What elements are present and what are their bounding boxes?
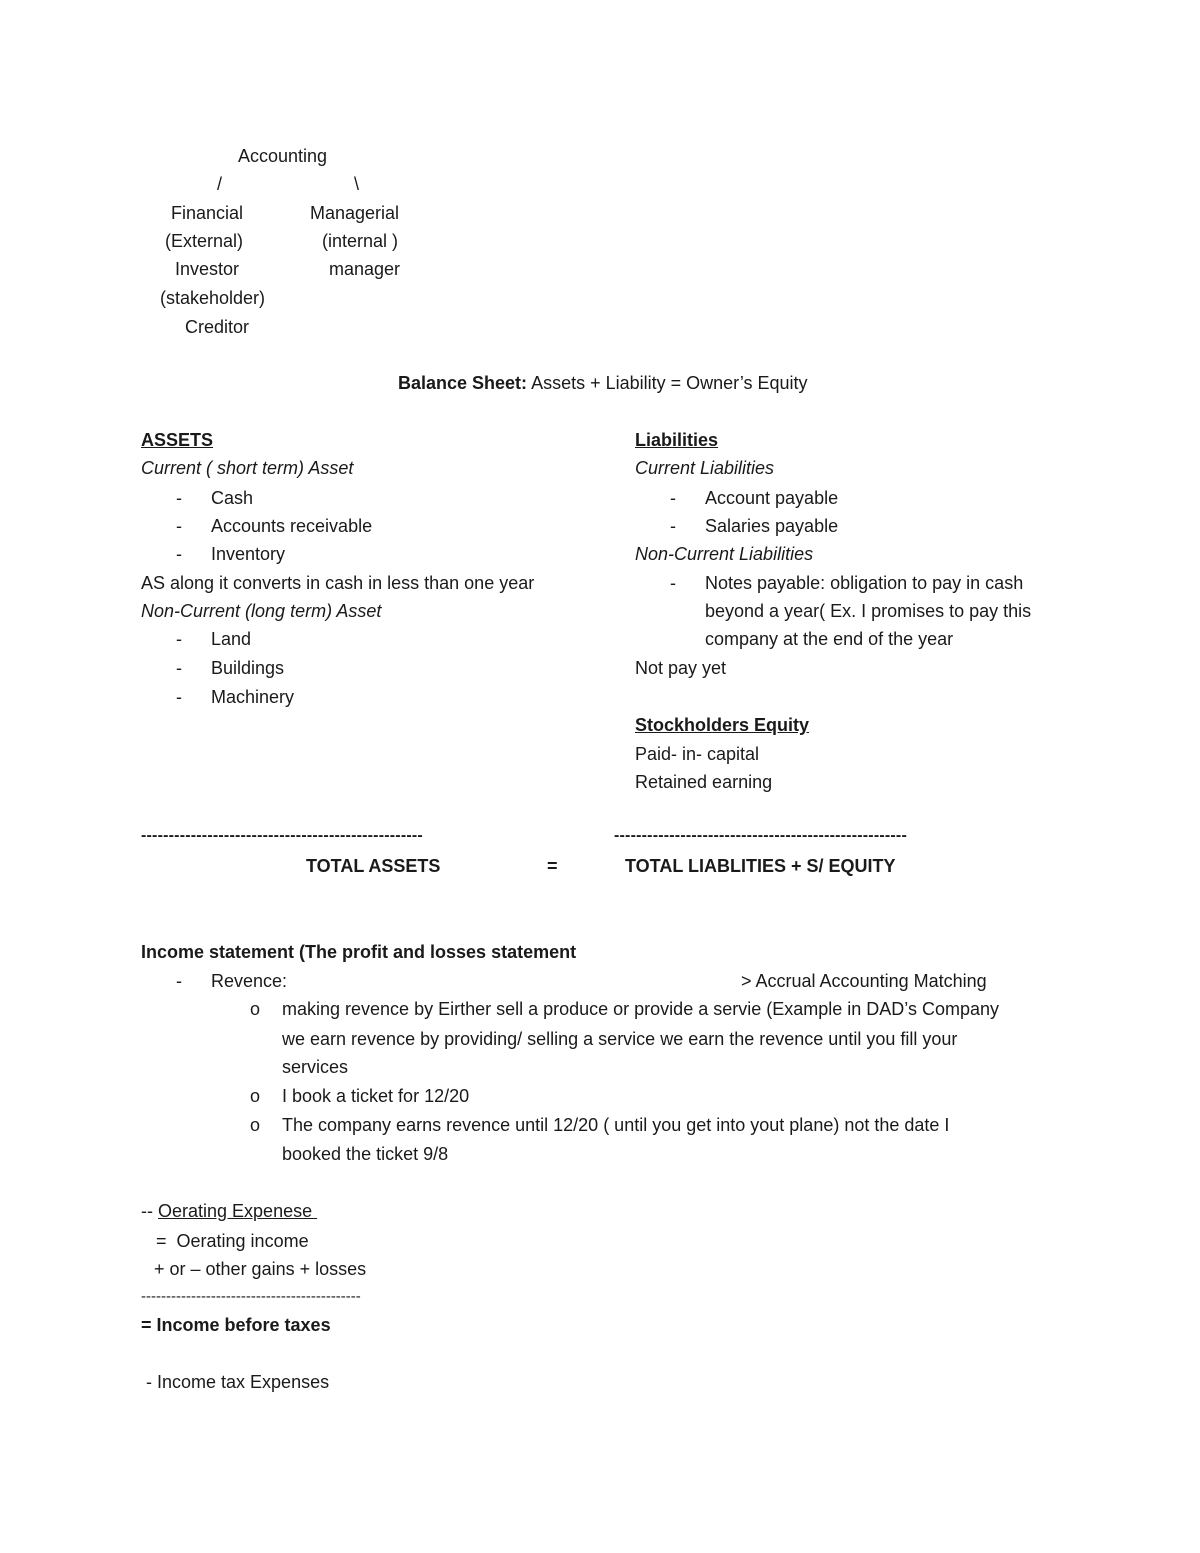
assets-noncurrent-label: Non-Current (long term) Asset bbox=[141, 601, 382, 621]
bullet-dash: - bbox=[670, 573, 676, 593]
revenue-sub-1-line-1: making revence by Eirther sell a produce or provide a servie (Example in DAD’s Company bbox=[282, 999, 999, 1019]
revenue-sub-1-line-2: we earn revence by providing/ selling a service we earn the revence until you fill your bbox=[282, 1029, 958, 1049]
liabilities-current-label: Current Liabilities bbox=[635, 458, 775, 478]
bullet-dash: - bbox=[176, 658, 182, 678]
balance-sheet-line bbox=[398, 372, 808, 394]
tree-slash-left: / bbox=[217, 174, 223, 194]
notes-payable-line-1: Notes payable: obligation to pay in cash bbox=[705, 573, 1024, 593]
bullet-dash: - bbox=[176, 544, 182, 564]
bullet-circle: o bbox=[249, 1115, 260, 1135]
bullet-dash: - bbox=[176, 488, 182, 508]
operating-income: = Oerating income bbox=[156, 1231, 309, 1251]
equity-item-paid-in: Paid- in- capital bbox=[635, 744, 760, 764]
tree-left-2: (External) bbox=[165, 231, 244, 251]
other-gains-losses: + or – other gains + losses bbox=[154, 1259, 367, 1279]
assets-current-label: Current ( short term) Asset bbox=[141, 458, 354, 478]
asset-item-receivable: Accounts receivable bbox=[211, 516, 373, 536]
asset-item-cash: Cash bbox=[211, 488, 254, 508]
operating-expense-label: Oerating Expenese bbox=[158, 1201, 318, 1221]
income-heading: Income statement (The profit and losses statement bbox=[141, 942, 577, 962]
tree-left-5: Creditor bbox=[185, 317, 250, 337]
income-rule: -------------------------------------------- bbox=[141, 1288, 361, 1305]
equity-heading: Stockholders Equity bbox=[635, 715, 810, 735]
tree-left-3: Investor bbox=[175, 259, 240, 279]
not-pay-yet: Not pay yet bbox=[635, 658, 727, 678]
liabilities-heading: Liabilities bbox=[635, 430, 719, 450]
income-before-taxes: = Income before taxes bbox=[141, 1315, 331, 1335]
accrual-note: > Accrual Accounting Matching bbox=[741, 971, 987, 991]
totals-equals: = bbox=[547, 856, 558, 876]
tree-slash-right: \ bbox=[354, 174, 360, 194]
notes-payable-line-3: company at the end of the year bbox=[705, 629, 954, 649]
bullet-dash: - bbox=[176, 971, 182, 991]
operating-expense-prefix: -- bbox=[141, 1201, 158, 1221]
bullet-dash: - bbox=[670, 488, 676, 508]
equity-item-retained: Retained earning bbox=[635, 772, 773, 792]
liability-item-salaries-payable: Salaries payable bbox=[705, 516, 839, 536]
tree-right-1: Managerial bbox=[310, 203, 400, 223]
tree-left-4: (stakeholder) bbox=[160, 288, 266, 308]
total-assets-label: TOTAL ASSETS bbox=[306, 856, 441, 876]
tree-left-1: Financial bbox=[171, 203, 244, 223]
liabilities-noncurrent-label: Non-Current Liabilities bbox=[635, 544, 814, 564]
bullet-dash: - bbox=[176, 687, 182, 707]
revenue-sub-2: I book a ticket for 12/20 bbox=[282, 1086, 470, 1106]
total-liabilities-label: TOTAL LIABLITIES + S/ EQUITY bbox=[625, 856, 896, 876]
asset-item-land: Land bbox=[211, 629, 252, 649]
revenue-sub-3-line-1: The company earns revence until 12/20 ( until you get into yout plane) not the date I bbox=[282, 1115, 950, 1135]
asset-item-inventory: Inventory bbox=[211, 544, 286, 564]
bullet-dash: - bbox=[176, 629, 182, 649]
asset-item-machinery: Machinery bbox=[211, 687, 295, 707]
tree-right-3: manager bbox=[329, 259, 401, 279]
balance-sheet-label: Balance Sheet: bbox=[398, 373, 528, 393]
asset-item-buildings: Buildings bbox=[211, 658, 285, 678]
operating-expense-line bbox=[141, 1200, 317, 1222]
income-tax-expenses: - Income tax Expenses bbox=[146, 1372, 330, 1392]
totals-right-rule: ----------------------------------------------------- bbox=[614, 827, 907, 844]
bullet-circle: o bbox=[249, 1086, 260, 1106]
bullet-circle: o bbox=[249, 999, 260, 1019]
assets-heading: ASSETS bbox=[141, 430, 214, 450]
balance-sheet-equation: Assets + Liability = Owner’s Equity bbox=[531, 373, 808, 393]
revenue-sub-3-line-2: booked the ticket 9/8 bbox=[282, 1144, 449, 1164]
tree-root: Accounting bbox=[238, 146, 328, 166]
revenue-sub-1-line-3: services bbox=[282, 1057, 349, 1077]
assets-note: AS along it converts in cash in less than one year bbox=[141, 573, 535, 593]
tree-right-2: (internal ) bbox=[322, 231, 399, 251]
revenue-label: Revence: bbox=[211, 971, 288, 991]
liability-item-account-payable: Account payable bbox=[705, 488, 839, 508]
bullet-dash: - bbox=[670, 516, 676, 536]
totals-left-rule: --------------------------------------------------- bbox=[141, 827, 423, 844]
notes-payable-line-2: beyond a year( Ex. I promises to pay this bbox=[705, 601, 1032, 621]
bullet-dash: - bbox=[176, 516, 182, 536]
